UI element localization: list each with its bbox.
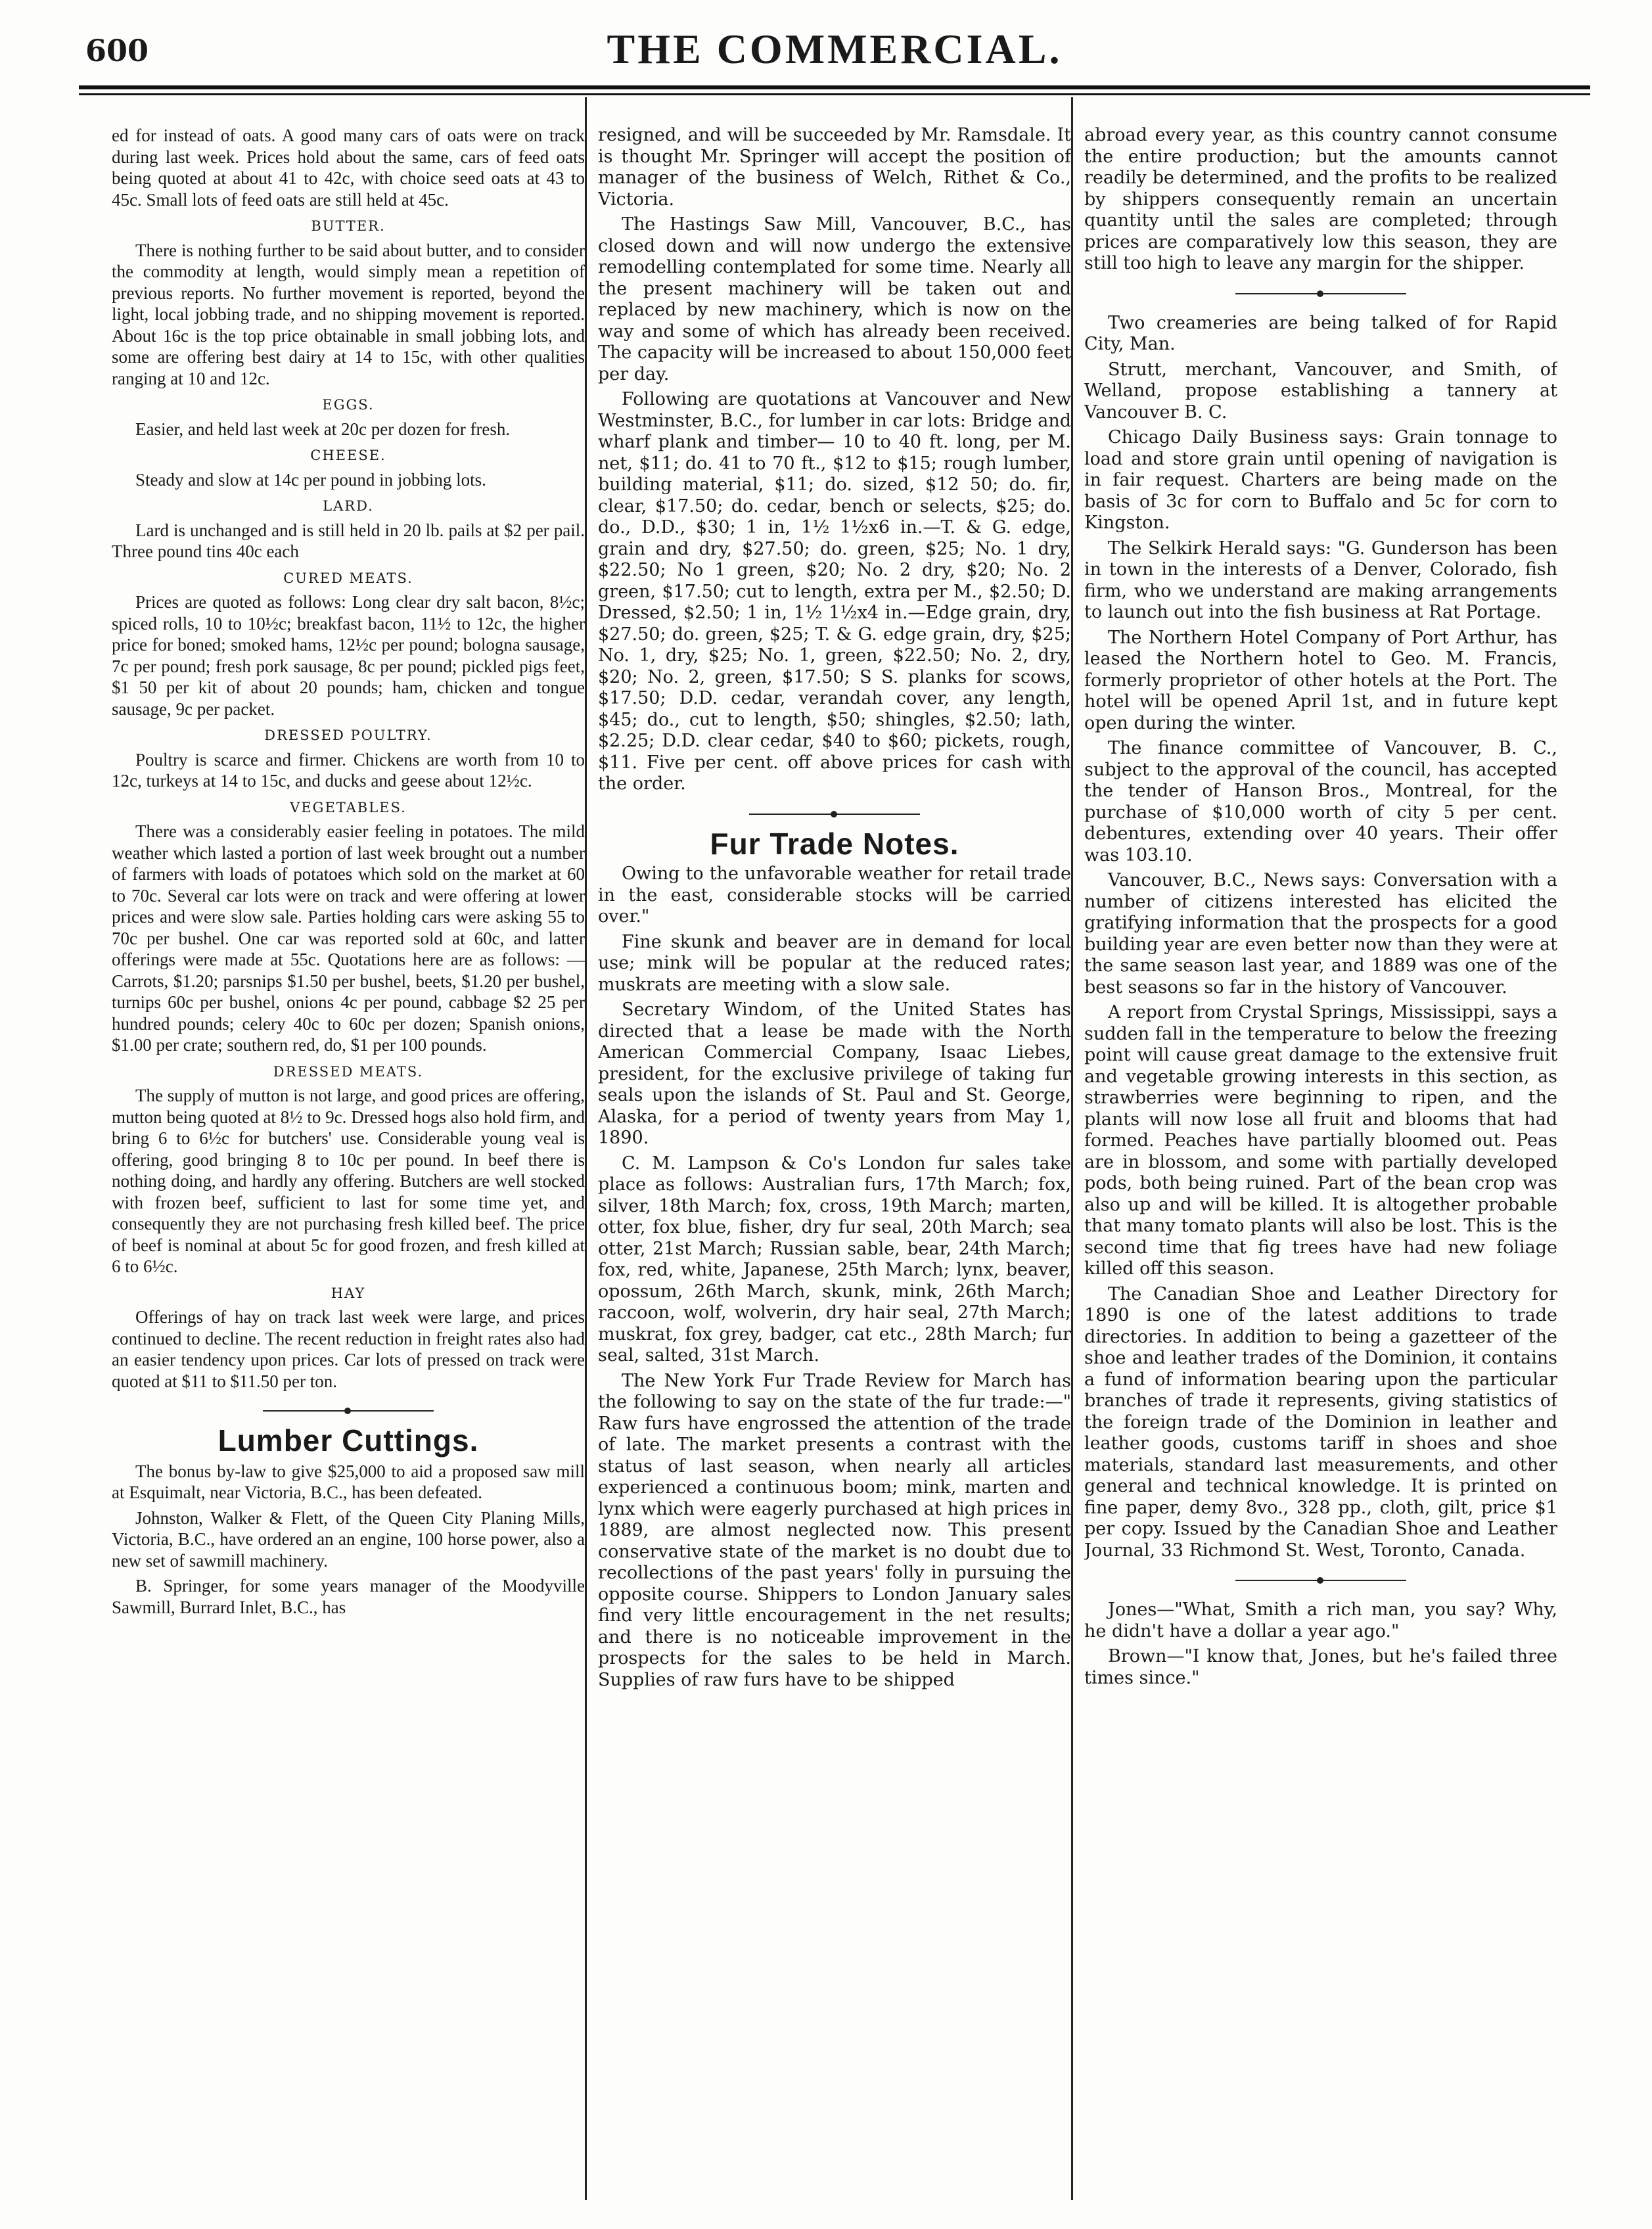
- paragraph: Brown—"I know that, Jones, but he's failed three times since.": [1084, 1646, 1557, 1688]
- paragraph: Owing to the unfavorable weather for retail trade in the east, considerable stocks will be carried over.": [598, 863, 1071, 927]
- paragraph: Secretary Windom, of the United States has directed that a lease be made with the North American Commercial Company, Isaac Liebes, president, for the exclusive privilege of taking fur seals upon the islands of St. Paul and St. George, Alaska, for a period of twenty years from May 1, 1890.: [598, 1000, 1071, 1148]
- subheading-cheese: CHEESE.: [310, 448, 386, 463]
- paragraph: The New York Fur Trade Review for March has the following to say on the state of the fur trade:—" Raw furs have engrossed the attention of the trade of late. The market presents a contrast with the status of last season, when nearly all articles experienced a continuous boom; mink, marten and lynx which were eagerly purchased at high prices in 1889, are almost neglected now. This present conservative state of the market is no doubt due to recollections of the past years' folly in pursuing the opposite course. Shippers to London January sales find very little encouragement in the net results; and there is no noticeable improvement in the prospects for the sales to be held in March. Supplies of raw furs have to be shipped: [598, 1370, 1071, 1690]
- page-header: [79, 7, 1590, 79]
- paragraph: Poultry is scarce and firmer. Chickens are worth from 10 to 12c, turkeys at 14 to 15c, and ducks and geese about 12½c.: [112, 749, 585, 791]
- paragraph: Offerings of hay on track last week were large, and prices continued to decline. The recent reduction in freight rates also had an easier tendency upon prices. Car lots of pressed on track were quoted at $11 to $11.50 per ton.: [112, 1307, 585, 1391]
- paragraph: ed for instead of oats. A good many cars of oats were on track during last week. Prices hold about the same, cars of feed oats being quoted at about 41 to 42c, with choice seed oats at 43 to 45c. Small lots of feed oats are still held at 45c.: [112, 126, 585, 210]
- paragraph: Easier, and held last week at 20c per dozen for fresh.: [135, 419, 511, 439]
- paragraph: The bonus by-law to give $25,000 to aid a proposed saw mill at Esquimalt, near Victoria, B.C., has been defeated.: [112, 1461, 585, 1502]
- paragraph: The finance committee of Vancouver, B. C., subject to the approval of the council, has accepted the tender of Hanson Bros., Montreal, for the purchase of $10,000 worth of city 5 per cent. debentures, extending over 40 years. Their offer was 103.10.: [1084, 738, 1557, 865]
- section-divider: [1235, 289, 1406, 298]
- section-divider: [1235, 1576, 1406, 1585]
- column-divider-right: [1071, 97, 1073, 2200]
- subheading-cured-meats: CURED MEATS.: [283, 570, 413, 586]
- paragraph: Lard is unchanged and is still held in 20 lb. pails at $2 per pail. Three pound tins 40c each: [112, 520, 585, 561]
- section-divider: [749, 810, 920, 819]
- paragraph: A report from Crystal Springs, Mississippi, says a sudden fall in the temperature to below the freezing point will cause great damage to the extensive fruit and vegetable growing interests in this section, as strawberries were beginning to ripen, and the plants will now lose all fruit and blooms that had formed. Peaches have partially bloomed out. Peas are in blossom, and some with partially developed pods, both being ruined. Part of the bean crop was also up and will be killed. It is altogether probable that many tomato plants will also be lost. This is the second time that fig trees have had new foliage killed off this season.: [1084, 1002, 1557, 1279]
- paragraph: Two creameries are being talked of for Rapid City, Man.: [1084, 312, 1557, 354]
- paragraph: There is nothing further to be said about butter, and to consider the commodity at length, would simply mean a repetition of previous reports. No further movement is reported, beyond the light, local jobbing trade, and no shipping movement is reported. About 16c is the top price obtainable in small jobbing lots, and some are offering best dairy at 14 to 15c, with other qualities ranging at 10 and 12c.: [112, 240, 585, 388]
- header-rule-thick: [79, 85, 1590, 89]
- paragraph: The supply of mutton is not large, and good prices are offering, mutton being quoted at 8½ to 9c. Dressed hogs also hold firm, and bring 6 to 6½c for butchers' use. Considerable young veal is offering, good bringing 8 to 10c per pound. In beef there is nothing doing, and hardly any offering. Butchers are well stocked with frozen beef, sufficient to last for some time yet, and consequently they are not purchasing fresh killed beef. The price of beef is nominal at about 5c for good frozen, and fresh killed at 6 to 6½c.: [112, 1086, 585, 1276]
- paragraph: The Northern Hotel Company of Port Arthur, has leased the Northern hotel to Geo. M. Francis, formerly proprietor of other hotels at the Port. The hotel will be opened April 1st, and in future kept open during the winter.: [1084, 627, 1557, 733]
- paragraph: Following are quotations at Vancouver and New Westminster, B.C., for lumber in car lots: Bridge and wharf plank and timber— 10 to 40 ft. long, per M. net, $11; do. 41 to 70 ft., $12 to $15; rough lumber, building material, $11; do. sized, $12 50; do. fir, clear, $17.50; do. cedar, bench or selects, $25; do. do., D.D., $30; 1 in, 1½ 1½x6 in.—T. & G. edge, grain and dry, $27.50; do. green, $25; No. 1 dry, $22.50; No 1 green, $20; No. 2 dry, $20; No. 2 green, $17.50; cut to length, extra per M., $2.50; D. Dressed, $2.50; 1 in, 1½ 1½x4 in.—Edge grain, dry, $27.50; do. green, $25; T. & G. edge grain, dry, $25; No. 1, dry, $25; No. 1, green, $22.50; No. 2, dry, $20; No. 2, green, $17.50; S S. planks for scows, $17.50; D.D. cedar, verandah cover, any length, $45; do., cut to length, $50; shingles, $2.50; lath, $2.25; D.D. clear cedar, $40 to $60; pickets, rough, $11. Five per cent. off above prices for cash with the order.: [598, 389, 1071, 794]
- column-1: [112, 125, 585, 2188]
- paragraph: B. Springer, for some years manager of the Moodyville Sawmill, Burrard Inlet, B.C., has: [112, 1576, 585, 1617]
- subheading-hay: HAY: [331, 1285, 366, 1301]
- paragraph: Johnston, Walker & Flett, of the Queen City Planing Mills, Victoria, B.C., have ordered an an engine, 100 horse power, also a new set of sawmill machinery.: [112, 1507, 585, 1571]
- page-number: 600: [85, 33, 149, 68]
- paragraph: Vancouver, B.C., News says: Conversation with a number of citizens interested has elicited the gratifying information that the prospects for a good building year are even better now than they were at the same season last year, and 1889 was one of the best seasons so far in the history of Vancouver.: [1084, 870, 1557, 998]
- subheading-butter: BUTTER.: [311, 218, 386, 234]
- paragraph: C. M. Lampson & Co's London fur sales take place as follows: Australian furs, 17th March; fox, silver, 18th March; fox, cross, 19th March; marten, otter, fox blue, fisher, dry fur seal, 20th March; sea otter, 21st March; Russian sable, bear, 24th March; fox, red, white, Japanese, 25th March; lynx, beaver, opossum, 26th March, skunk, mink, 26th March; raccoon, wolf, wolverin, dry hair seal, 27th March; muskrat, fox grey, badger, cat etc., 28th March; fur seal, salted, 31st March.: [598, 1153, 1071, 1366]
- subheading-dressed-poultry: DRESSED POULTRY.: [264, 727, 432, 743]
- subheading-lard: LARD.: [323, 498, 374, 514]
- subheading-vegetables: VEGETABLES.: [290, 799, 407, 816]
- column-divider-left: [585, 97, 587, 2200]
- paragraph: Steady and slow at 14c per pound in jobbing lots.: [135, 469, 486, 490]
- paragraph: Prices are quoted as follows: Long clear dry salt bacon, 8½c; spiced rolls, 10 to 10½c; breakfast bacon, 11½ to 12c, the higher price for boned; smoked hams, 12½c per pound; bologna sausage, 7c per pound; fresh pork sausage, 8c per pound; pickled pigs feet, $1 50 per kit of about 20 pounds; ham, chicken and tongue sausage, 9c per packet.: [112, 592, 585, 719]
- paragraph: Strutt, merchant, Vancouver, and Smith, of Welland, propose establishing a tannery at Vancouver B. C.: [1084, 359, 1557, 423]
- paragraph: Jones—"What, Smith a rich man, you say? Why, he didn't have a dollar a year ago.": [1084, 1599, 1557, 1642]
- column-3: [1084, 125, 1557, 2188]
- subheading-eggs: EGGS.: [322, 397, 375, 413]
- section-title-fur-trade-notes: Fur Trade Notes.: [710, 826, 959, 861]
- masthead-title: THE COMMERCIAL.: [607, 26, 1063, 72]
- paragraph: Fine skunk and beaver are in demand for local use; mink will be popular at the reduced rates; muskrats are meeting with a slow sale.: [598, 931, 1071, 995]
- subheading-dressed-meats: DRESSED MEATS.: [273, 1063, 424, 1080]
- section-title-lumber-cuttings: Lumber Cuttings.: [218, 1423, 479, 1458]
- paragraph: abroad every year, as this country cannot consume the entire production; but the amounts cannot readily be determined, and the profits to be realized by shippers consequently remain an uncertain quantity until the sales are completed; through prices are comparatively low this season, they are still too high to leave any margin for the shipper.: [1084, 125, 1557, 273]
- header-rule-thin: [79, 93, 1590, 95]
- paragraph: Chicago Daily Business says: Grain tonnage to load and store grain until opening of navigation is in fair request. Charters are being made on the basis of 3c for corn to Buffalo and 5c for corn to Kingston.: [1084, 427, 1557, 533]
- paragraph: There was a considerably easier feeling in potatoes. The mild weather which lasted a portion of last week brought out a number of farmers with loads of potatoes which sold on the market at 60 to 70c. Several car lots were on track and were offering at lower prices and were slow sale. Parties holding cars were asking 55 to 70c per bushel. One car was reported sold at 60c, and latter offerings were made at 55c. Quotations here are as follows: —Carrots, $1.20; parsnips $1.50 per bushel, beets, $1.20 per bushel, turnips 60c per bushel, onions 4c per pound, cabbage $2 25 per hundred pounds; celery 40c to 60c per dozen; Spanish onions, $1.00 per crate; southern red, do, $1 per 100 pounds.: [112, 821, 585, 1055]
- paragraph: The Hastings Saw Mill, Vancouver, B.C., has closed down and will now undergo the extensive remodelling contemplated for some time. Nearly all the present machinery will be taken out and replaced by new machinery, which is now on the way and some of which has already been received. The capacity will be increased to about 150,000 feet per day.: [598, 214, 1071, 384]
- paragraph: The Selkirk Herald says: "G. Gunderson has been in town in the interests of a Denver, Colorado, fish firm, who we understand are making arrangements to launch out into the fish business at Rat Portage.: [1084, 538, 1557, 622]
- column-2: [598, 125, 1071, 2188]
- section-divider: [263, 1406, 434, 1415]
- paragraph: resigned, and will be succeeded by Mr. Ramsdale. It is thought Mr. Springer will accept the position of manager of the business of Welch, Rithet & Co., Victoria.: [598, 125, 1071, 210]
- paragraph: The Canadian Shoe and Leather Directory for 1890 is one of the latest additions to trade directories. In addition to being a gazetteer of the shoe and leather trades of the Dominion, it contains a fund of information bearing upon the particular branches of trade it represents, giving statistics of the foreign trade of the Dominion in leather and leather goods, customs tariff in shoes and shoe materials, standard last measurements, and other general and technical knowledge. It is printed on fine paper, demy 8vo., 328 pp., cloth, gilt, price $1 per copy. Issued by the Canadian Shoe and Leather Journal, 33 Richmond St. West, Toronto, Canada.: [1084, 1283, 1557, 1561]
